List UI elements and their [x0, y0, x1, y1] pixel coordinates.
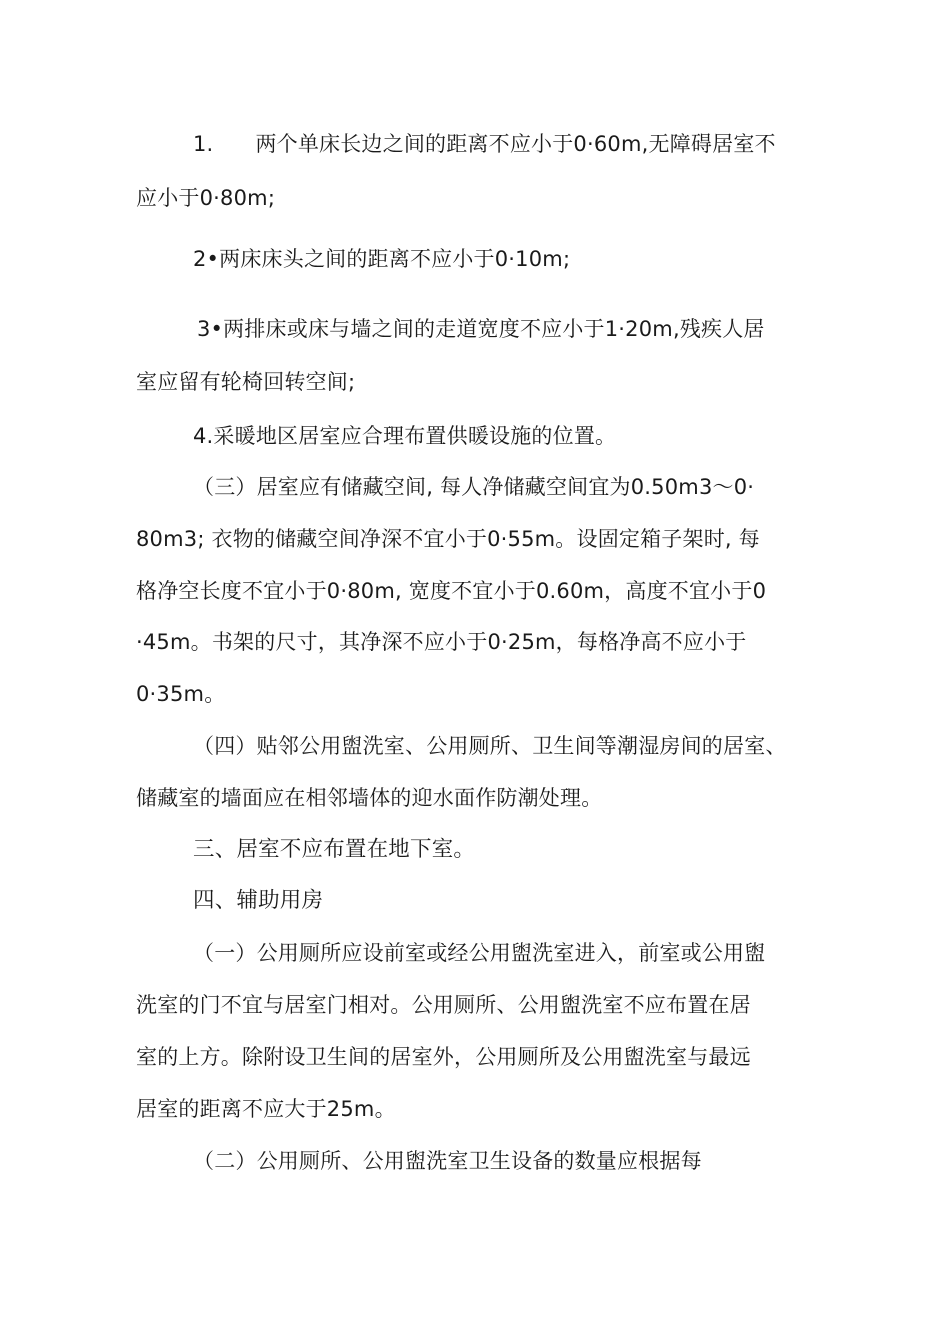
paragraph-line: 格净空长度不宜小于0·80m, 宽度不宜小于0.60m，高度不宜小于0 [136, 579, 767, 603]
paragraph-line: 0·35m。 [136, 682, 226, 706]
heading-three: 三、居室不应布置在地下室。 [193, 837, 476, 862]
paragraph-line: 储藏室的墙面应在相邻墙体的迎水面作防潮处理。 [136, 786, 603, 810]
paragraph-line: 室应留有轮椅回转空间; [136, 370, 356, 394]
list-item-4: 4.采暖地区居室应合理布置供暖设施的位置。 [193, 424, 617, 448]
heading-four: 四、辅助用房 [193, 888, 324, 913]
list-item-2: 2•两床床头之间的距离不应小于0·10m; [193, 247, 571, 271]
list-item-1-text: 两个单床长边之间的距离不应小于0·60m,无障碍居室不 [255, 132, 776, 156]
paragraph-line: 80m3; 衣物的储藏空间净深不宜小于0·55m。设固定箱子架时, 每 [136, 527, 760, 551]
paragraph-line: ·45m。书架的尺寸，其净深不应小于0·25m，每格净高不应小于 [136, 630, 747, 654]
paragraph-line: 洗室的门不宜与居室门相对。公用厕所、公用盥洗室不应布置在居 [136, 993, 751, 1017]
aux-two-paragraph: （二）公用厕所、公用盥洗室卫生设备的数量应根据每 [193, 1149, 702, 1173]
paragraph-line: 应小于0·80m; [136, 186, 276, 210]
paragraph-line: 居室的距离不应大于25m。 [136, 1097, 396, 1121]
list-item-1 [193, 129, 776, 159]
aux-one-paragraph: （一）公用厕所应设前室或经公用盥洗室进入，前室或公用盥 [193, 941, 766, 965]
list-item-3: 3•两排床或床与墙之间的走道宽度不应小于1·20m,残疾人居 [197, 317, 765, 341]
section-three-paragraph: （三）居室应有储藏空间, 每人净储藏空间宜为0.50m3〜0· [193, 475, 755, 499]
paragraph-line: 室的上方。除附设卫生间的居室外，公用厕所及公用盥洗室与最远 [136, 1045, 751, 1069]
list-number-1: 1. [193, 132, 214, 156]
section-four-paragraph: （四）贴邻公用盥洗室、公用厕所、卫生间等潮湿房间的居室、 [193, 734, 787, 758]
